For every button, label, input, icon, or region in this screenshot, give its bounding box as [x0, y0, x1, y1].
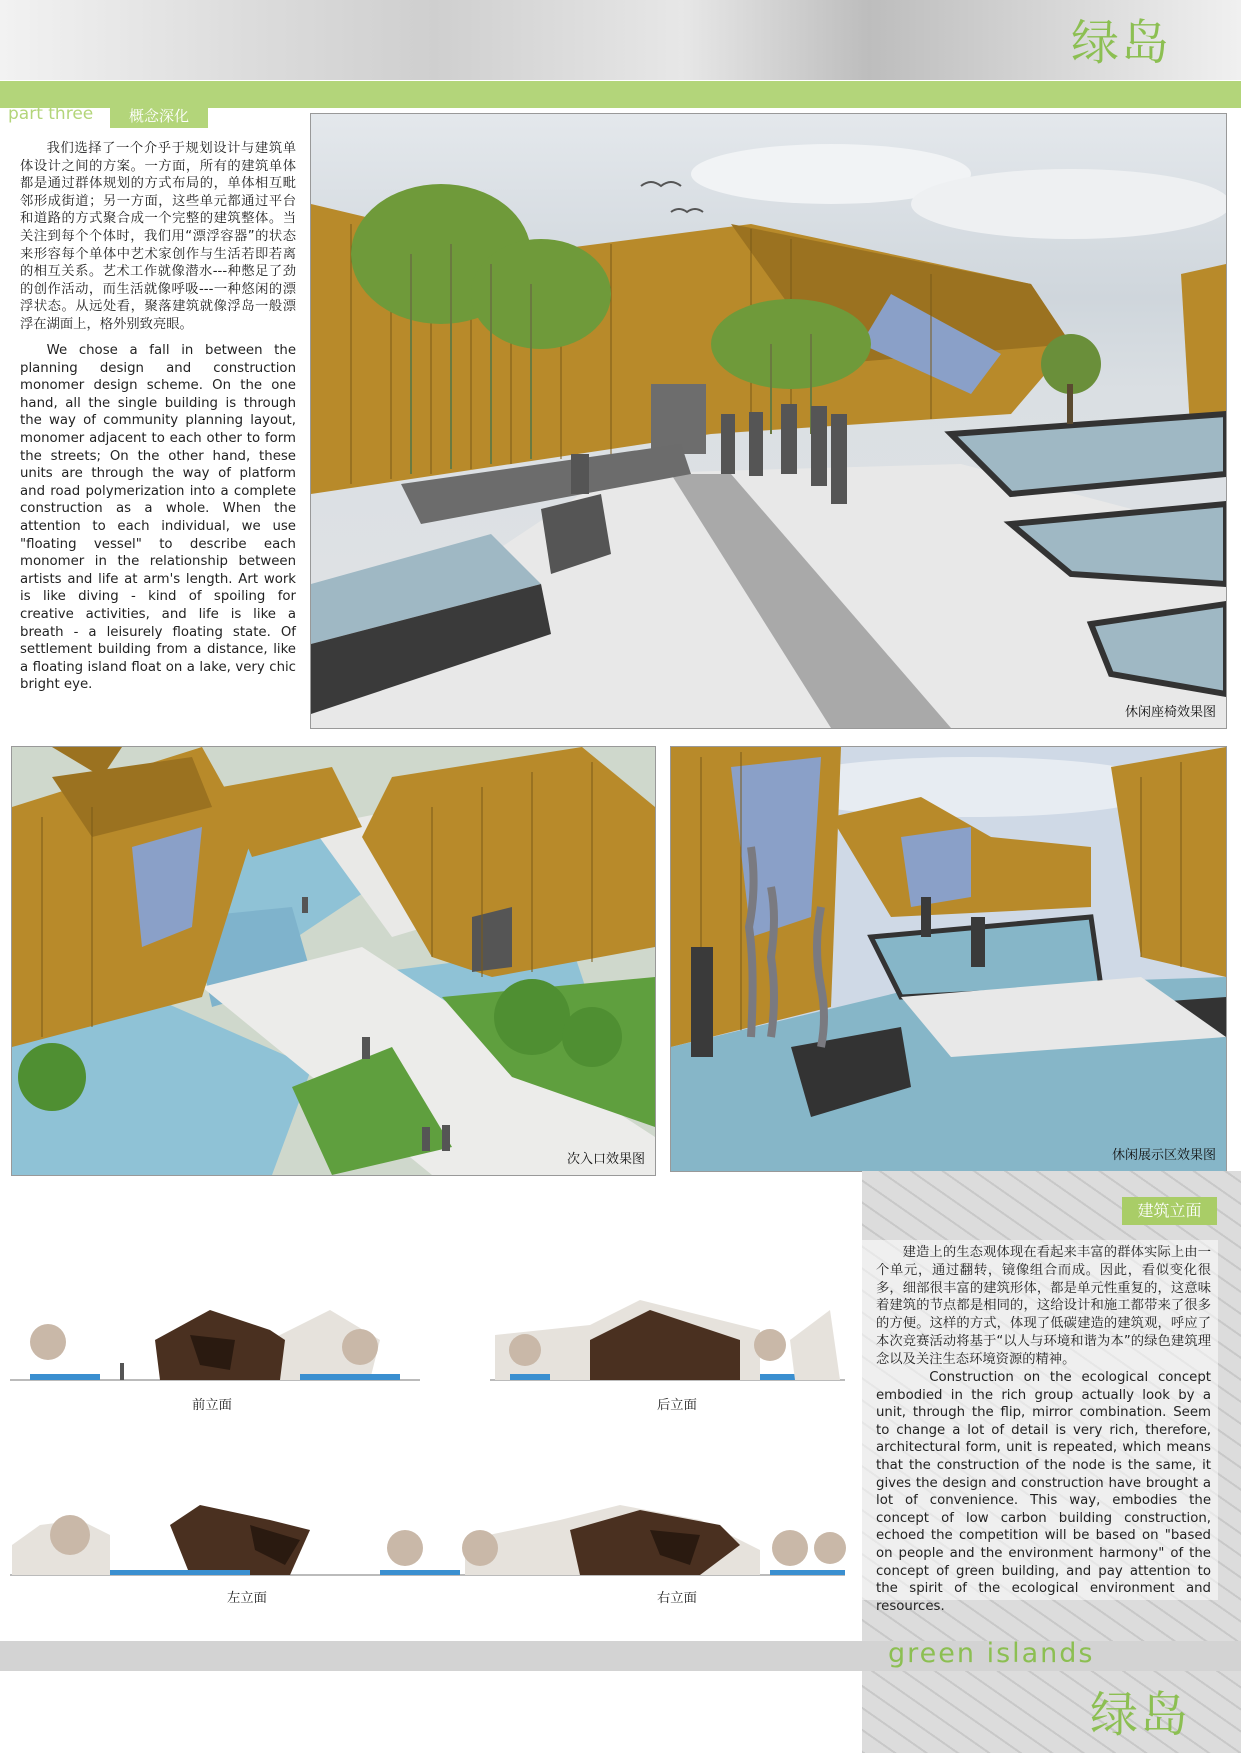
render-leisure-display-area-illustration — [671, 747, 1226, 1171]
left-elevation-drawing — [10, 1505, 385, 1575]
intro-english-text: We chose a fall in between the planning design and construction monomer design scheme. On the one hand, all the single building is through the way of community planning layout, monomer adjacent to each other to form the streets; On the other hand, these units are through the way of platform and road polymerization into a complete construction as a whole. When the attention to each individual, we use "floating vessel" to describe each monomer in the relationship between artists and life at arm's length. Art work is like diving - kind of spoiling for creative activities, and life is like a breath - a leisurely floating state. Of settlement building from a distance, like a floating island float on a lake, very chic bright eye. — [20, 343, 296, 693]
render-leisure-seating-caption: 休闲座椅效果图 — [1124, 705, 1216, 720]
back-elevation-drawing — [490, 1300, 845, 1380]
section-tag-elevations: 建筑立面 — [1122, 1197, 1217, 1225]
left-elevation-label: 左立面 — [227, 1591, 267, 1606]
page-title: 绿岛 — [1070, 15, 1171, 71]
right-elevation-drawing — [380, 1505, 846, 1575]
render-leisure-display-area-caption: 休闲展示区效果图 — [1111, 1148, 1216, 1163]
render-leisure-display-area — [670, 746, 1227, 1172]
back-elevation-label: 后立面 — [657, 1398, 697, 1413]
render-leisure-seating — [310, 113, 1227, 729]
render-side-entrance-caption: 次入口效果图 — [566, 1152, 645, 1167]
render-side-entrance — [11, 746, 656, 1176]
footer-title: 绿岛 — [1090, 1687, 1191, 1743]
render-leisure-seating-illustration — [311, 114, 1226, 728]
section-tag-concept: 概念深化 — [110, 104, 208, 128]
part-label: part three — [8, 104, 94, 124]
right-elevation-label: 右立面 — [657, 1591, 697, 1606]
elevation-drawings — [0, 1280, 860, 1610]
intro-chinese-text: 我们选择了一个介乎于规划设计与建筑单体设计之间的方案。一方面，所有的建筑单体都是通过群体规划的方式布局的，单体相互毗邻形成街道；另一方面，这些单元都通过平台和道路的方式聚合成一个完整的建筑整体。当关注到每个个体时，我们用“漂浮容器”的状态来形容每个单体中艺术家创作与生活若即若离的相互关系。艺术工作就像潜水---种憋足了劲的创作活动，而生活就像呼吸---一种悠闲的漂浮状态。从远处看，聚落建筑就像浮岛一般漂浮在湖面上，格外别致亮眼。 — [20, 141, 296, 332]
front-elevation-label: 前立面 — [192, 1398, 232, 1413]
front-elevation-drawing — [10, 1310, 420, 1380]
elevations-english-text: Construction on the ecological concept embodied in the rich group actually look by a unit, through the flip, mirror combination. Seem to change a lot of detail is very rich, therefore, architectural form, unit is repeated, which means that the construction of the node is the same, it gives the design and construction have brought a lot of convenience. This way, embodies the concept of low carbon building construction, echoed the competition will be based on "based on people and the environment harmony" of the concept of green building, and pay attention to the spirit of the ecological environment and resources. — [876, 1370, 1211, 1614]
footer-green-islands: green islands — [888, 1638, 1095, 1669]
elevations-chinese-text: 建造上的生态观体现在看起来丰富的群体实际上由一个单元，通过翻转，镜像组合而成。因此，看似变化很多，细部很丰富的建筑形体，都是单元性重复的，这意味着建筑的节点都是相同的，这给设计和施工都带来了很多的方便。这样的方式，体现了低碳建造的建筑观，呼应了本次竞赛活动将基于“以人与环境和谐为本”的绿色建筑理念以及关注生态环境资源的精神。 — [876, 1245, 1211, 1367]
header-photo-band — [0, 0, 1241, 80]
render-side-entrance-illustration — [12, 747, 655, 1175]
